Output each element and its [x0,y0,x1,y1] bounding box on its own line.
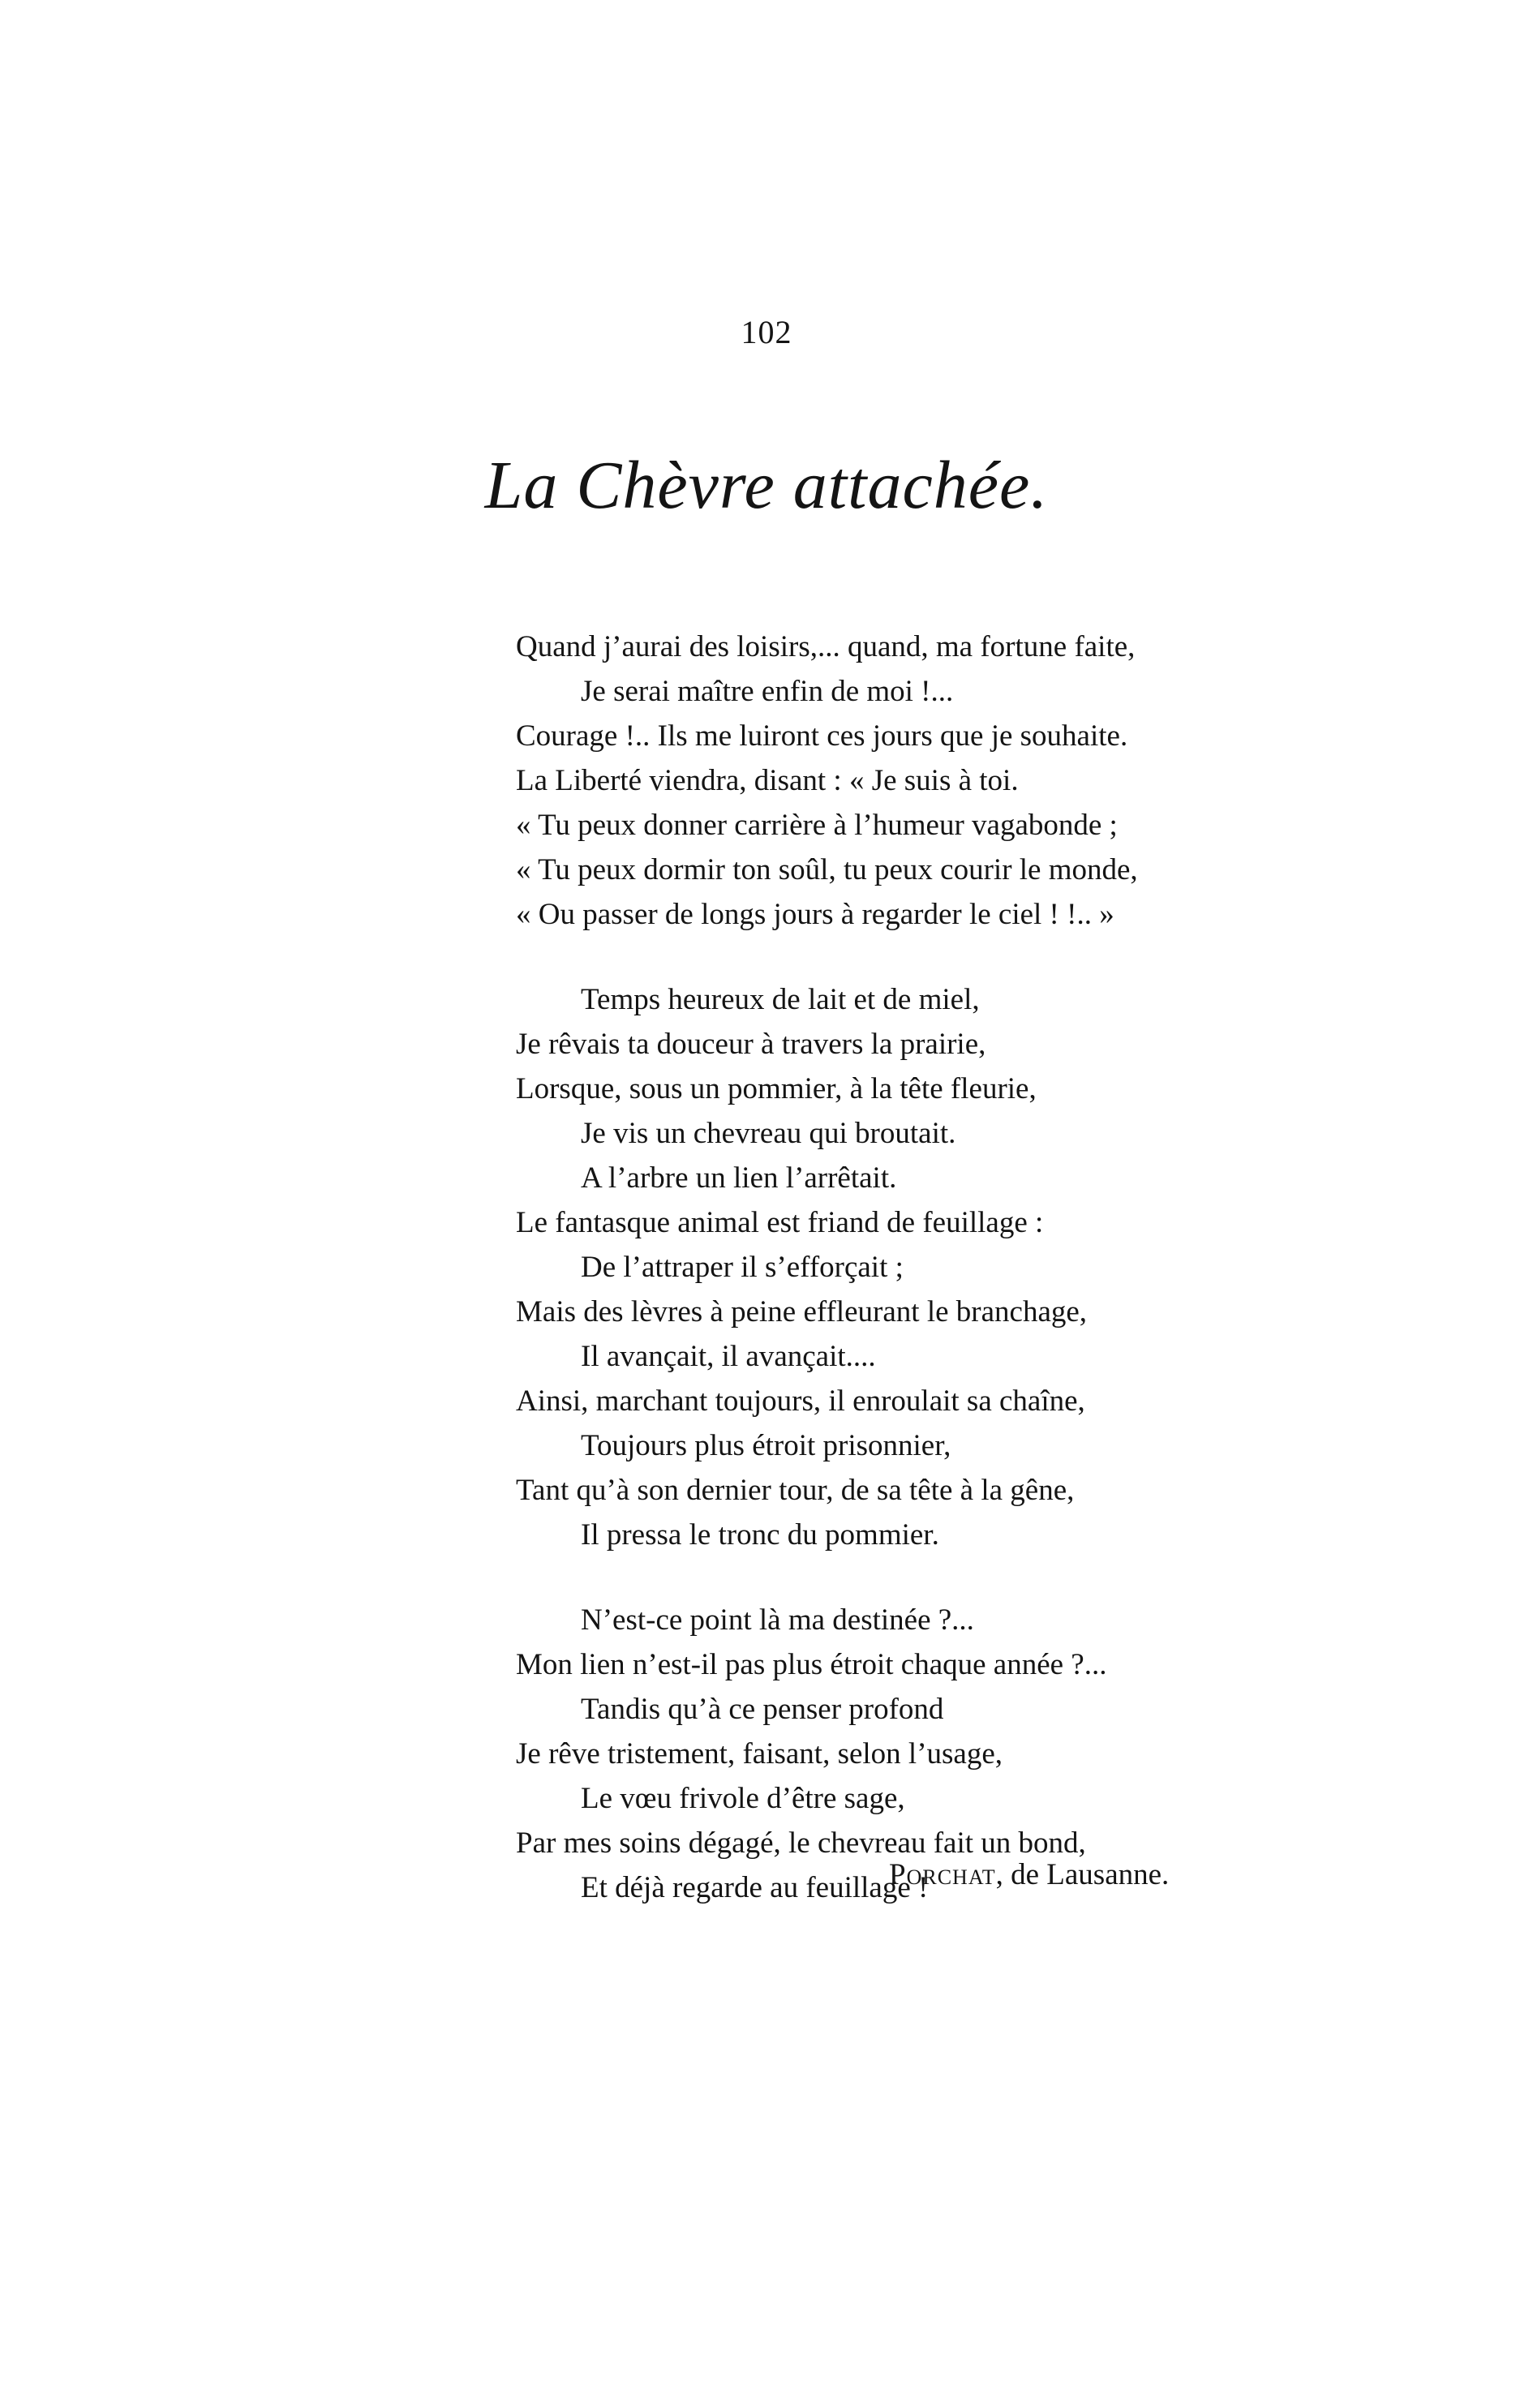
poem-line: Lorsque, sous un pommier, à la tête fleurie, [516,1072,1037,1105]
poem-line: « Tu peux donner carrière à l’humeur vagabonde ; [516,809,1118,842]
poem-line: Je serai maître enfin de moi !... [581,675,954,708]
poem-line: Tandis qu’à ce penser profond [581,1693,944,1726]
poem-line: N’est-ce point là ma destinée ?... [581,1603,974,1637]
stanza [516,977,1246,1557]
poem-line: La Liberté viendra, disant : « Je suis à toi. [516,764,1019,797]
poem-line: Il pressa le tronc du pommier. [581,1518,939,1552]
poem-line: « Ou passer de longs jours à regarder le ciel ! !.. » [516,898,1114,931]
stanza [516,625,1246,937]
poem-line: Courage !.. Ils me luiront ces jours que je souhaite. [516,719,1128,753]
poem-line: Je rêvais ta douceur à travers la prairie, [516,1028,986,1061]
poem-line: Temps heureux de lait et de miel, [581,983,980,1016]
signature-author: Porchat [889,1858,996,1891]
poem-line: Je rêve tristement, faisant, selon l’usage, [516,1737,1003,1771]
poem-line: Le fantasque animal est friand de feuillage : [516,1206,1044,1239]
poem-line: Tant qu’à son dernier tour, de sa tête à la gêne, [516,1474,1075,1507]
signature-place: , de Lausanne. [995,1858,1170,1891]
poem-line: Mais des lèvres à peine effleurant le branchage, [516,1295,1088,1328]
poem-line: A l’arbre un lien l’arrêtait. [581,1161,897,1195]
poem-line: Je vis un chevreau qui broutait. [581,1117,956,1150]
poem-line: Le vœu frivole d’être sage, [581,1782,905,1815]
poem-line: Il avançait, il avançait.... [581,1340,876,1373]
signature [889,1857,1169,1892]
poem-line: Toujours plus étroit prisonnier, [581,1429,951,1462]
poem-line: « Tu peux dormir ton soûl, tu peux courir le monde, [516,853,1138,886]
poem-body [516,625,1246,1951]
page-number: 102 [741,314,792,350]
poem-line: Ainsi, marchant toujours, il enroulait sa chaîne, [516,1384,1085,1418]
poem-title: La Chèvre attachée. [484,448,1049,523]
poem-line: Quand j’aurai des loisirs,... quand, ma fortune faite, [516,630,1136,663]
poem-line: Et déjà regarde au feuillage ! [581,1871,929,1904]
poem-line: Par mes soins dégagé, le chevreau fait un bond, [516,1826,1086,1860]
poem-line: Mon lien n’est-il pas plus étroit chaque année ?... [516,1648,1107,1681]
poem-line: De l’attraper il s’efforçait ; [581,1251,904,1284]
